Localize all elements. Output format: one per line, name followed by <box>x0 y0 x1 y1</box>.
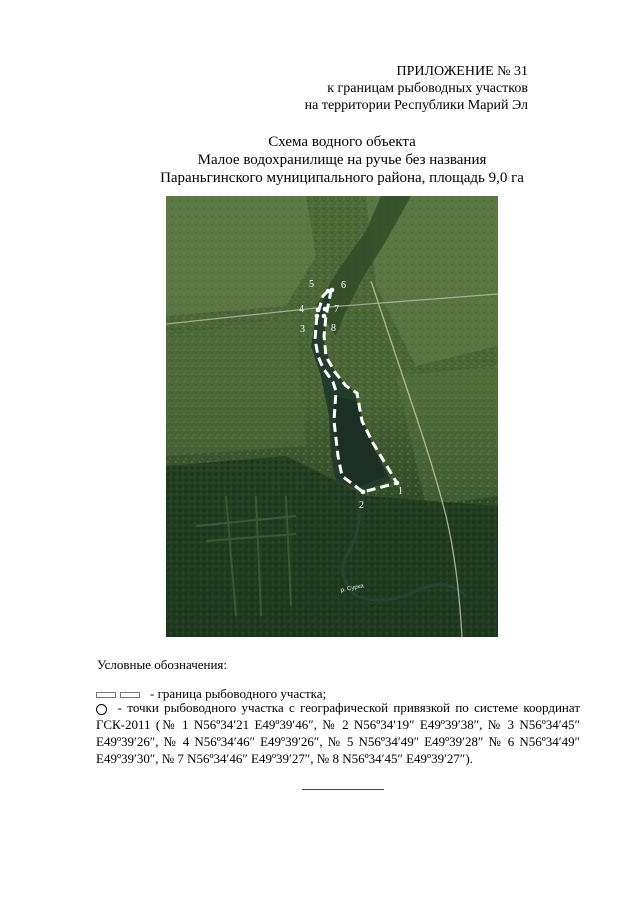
satellite-map <box>166 196 498 637</box>
boundary-point-7 <box>323 307 328 312</box>
boundary-swatch <box>96 692 116 698</box>
point-label-5: 5 <box>309 279 314 290</box>
field-area <box>166 316 306 456</box>
map-image <box>166 196 498 637</box>
point-label-4: 4 <box>299 304 304 315</box>
point-label-6: 6 <box>341 280 346 291</box>
boundary-swatch <box>120 692 140 698</box>
boundary-point-2 <box>361 490 366 495</box>
boundary-description: - граница рыбоводного участка; <box>150 686 327 701</box>
document-title <box>100 133 584 187</box>
boundary-point-3 <box>315 314 320 319</box>
boundary-point-1 <box>395 481 400 486</box>
appendix-number: ПРИЛОЖЕНИЕ № 31 <box>396 64 528 79</box>
point-label-2: 2 <box>359 500 364 511</box>
title-line-scheme: Схема водного объекта <box>268 134 416 150</box>
appendix-region: на территории Республики Марий Эл <box>304 98 528 113</box>
points-description: - точки рыбоводного участка с географической привязкой по системе координат ГСК-2011 (№ 1 N56º34′21 E49º39′46″, № 2 N56º34′19″ E49º39′38″, № 3 N56º34′45″ E49º39′26″, № 4 N56º34′46″ E49º39′26″, № 5 N56º34′49″ E49º39′28″ № 6 N56º34′49″ E49º39′30″, № 7 N56º34′46″ E49º39′27″, № 8 N56º34′45″ E49º39′27″). <box>96 700 580 766</box>
point-marker-icon <box>96 704 107 715</box>
point-label-8: 8 <box>331 323 336 334</box>
appendix-subtitle: к границам рыбоводных участков <box>327 81 528 96</box>
boundary-point-4 <box>316 308 321 313</box>
boundary-point-6 <box>330 288 335 293</box>
title-line-district: Параньгинского муниципального района, площадь 9,0 га <box>160 170 524 186</box>
appendix-header <box>228 63 528 114</box>
point-label-7: 7 <box>334 304 339 315</box>
footer-divider <box>302 789 384 790</box>
boundary-point-8 <box>322 314 327 319</box>
river-label: р. Сурка <box>340 583 365 594</box>
boundary-point-5 <box>326 289 331 294</box>
legend-points-row <box>96 699 580 767</box>
point-label-1: 1 <box>398 486 403 497</box>
legend-heading: Условные обозначения: <box>97 657 228 672</box>
title-line-object: Малое водохранилище на ручье без названия <box>197 152 487 168</box>
point-label-3: 3 <box>300 324 305 335</box>
